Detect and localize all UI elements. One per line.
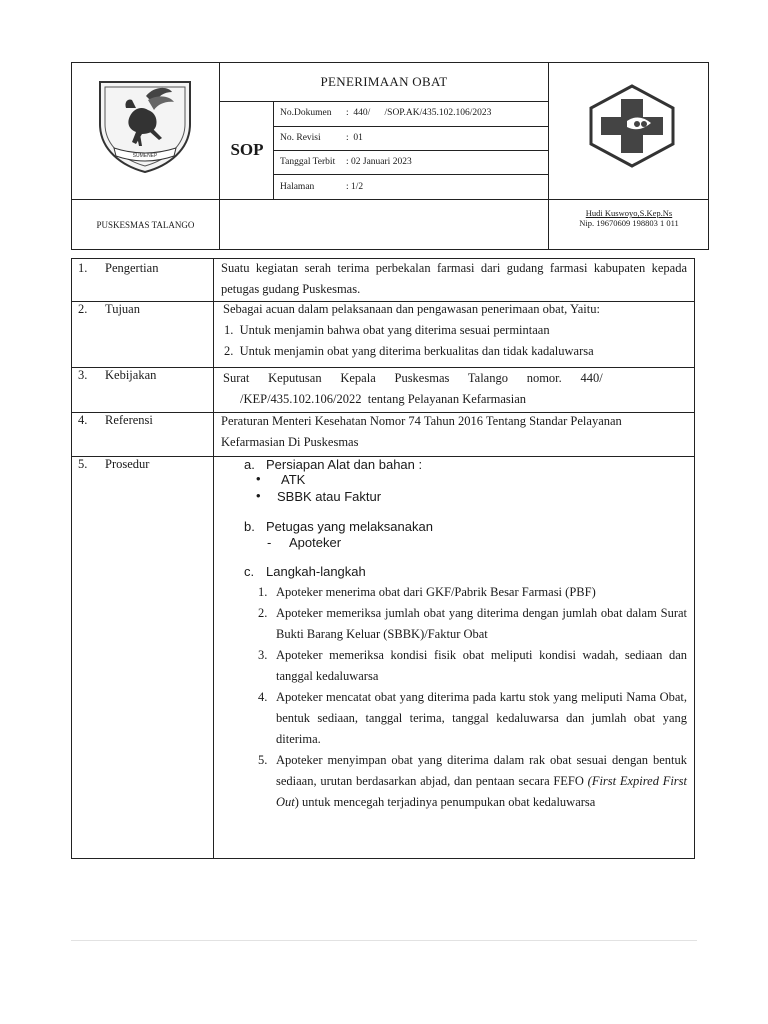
- step-item: [258, 645, 687, 687]
- dash-marker: -: [267, 535, 272, 550]
- step-number: 1.: [258, 585, 268, 599]
- row-number: 2.: [78, 302, 88, 316]
- bullet-icon: •: [256, 471, 261, 486]
- left-logo-cell: [72, 63, 219, 199]
- kebijakan-line-1: Surat Keputusan Kepala Puskesmas Talango nomor. 440/: [223, 371, 603, 385]
- step-number: 5.: [258, 753, 268, 767]
- meta-label: No. Revisi: [280, 133, 321, 143]
- prosedur-b-item: Apoteker: [289, 535, 342, 550]
- meta-value: : 1/2: [346, 182, 364, 192]
- kebijakan-line-2: /KEP/435.102.106/2022 tentang Pelayanan Kefarmasian: [240, 392, 527, 406]
- signer-nip: Nip. 19670609 198803 1 011: [579, 218, 679, 228]
- row-number: 5.: [78, 457, 88, 471]
- row-number: 3.: [78, 368, 88, 382]
- step-text: ) untuk mencegah terjadinya penumpukan obat kedaluwarsa: [294, 795, 596, 809]
- step-item: [258, 603, 687, 645]
- meta-row-halaman: [274, 174, 548, 200]
- step-text-italic: (First Expired First Out: [276, 774, 688, 809]
- prosedur-a-item-2: SBBK atau Faktur: [277, 489, 382, 504]
- row-label: Pengertian: [105, 261, 159, 275]
- step-item: [258, 687, 687, 750]
- row-number: 4.: [78, 413, 88, 427]
- tujuan-item-1: 1. Untuk menjamin bahwa obat yang diterima sesuai permintaan: [224, 323, 550, 337]
- sop-header-table: [71, 62, 709, 250]
- prosedur-a-item-1: ATK: [281, 472, 306, 487]
- crest-ribbon-text: SUMENEP: [132, 153, 158, 159]
- list-marker-b: b.: [244, 519, 255, 534]
- step-text: Apoteker mencatat obat yang diterima pada kartu stok yang meliputi Nama Obat, bentuk sediaan, tanggal terima, tanggal kedaluwarsa dan jumlah obat yang diterima.: [276, 690, 687, 746]
- meta-label: Halaman: [280, 182, 315, 192]
- row-prosedur: [72, 456, 694, 859]
- steps-list: [258, 582, 687, 813]
- meta-row-revisi: [274, 126, 548, 151]
- meta-value: : 440/ /SOP.AK/435.102.106/2023: [346, 108, 492, 118]
- row-text: Suatu kegiatan serah terima perbekalan farmasi dari gudang farmasi kabupaten kepada petugas gudang Puskesmas.: [221, 261, 687, 296]
- meta-row-tanggal: [274, 150, 548, 175]
- meta-label: Tanggal Terbit: [280, 157, 336, 167]
- page-footer-divider: [71, 940, 697, 941]
- meta-table: [273, 101, 548, 199]
- sop-content-table: [71, 258, 695, 859]
- right-logo-cell: [548, 63, 709, 199]
- step-text: Apoteker memeriksa kondisi fisik obat meliputi kondisi wadah, sediaan dan tanggal kedaluwarsa: [276, 648, 687, 683]
- row-kebijakan: [72, 367, 694, 413]
- institution-name: PUSKESMAS TALANGO: [96, 220, 195, 230]
- row-pengertian: [72, 259, 694, 301]
- prosedur-b-title: Petugas yang melaksanakan: [266, 519, 433, 534]
- row-label: Kebijakan: [105, 368, 157, 382]
- row-label: Referensi: [105, 413, 153, 427]
- bullet-icon: •: [256, 488, 261, 503]
- step-text: Apoteker memeriksa jumlah obat yang diterima dengan jumlah obat dalam Surat Bukti Barang Keluar (SBBK)/Faktur Obat: [276, 606, 687, 641]
- step-item: [258, 582, 687, 603]
- step-item: [258, 750, 687, 813]
- row-label: Prosedur: [105, 457, 150, 471]
- list-marker-c: c.: [244, 564, 255, 579]
- sop-label: SOP: [230, 140, 264, 159]
- row-referensi: [72, 412, 694, 457]
- row-tujuan: [72, 301, 694, 368]
- prosedur-c-title: Langkah-langkah: [266, 564, 366, 579]
- document-title-cell: [219, 63, 548, 101]
- list-marker-a: a.: [244, 457, 255, 472]
- meta-value: : 02 Januari 2023: [346, 157, 412, 167]
- row-number: 1.: [78, 261, 88, 275]
- blank-cell: [219, 200, 548, 250]
- meta-value: : 01: [346, 133, 363, 143]
- signer-cell: [548, 200, 709, 250]
- row-text: Peraturan Menteri Kesehatan Nomor 74 Tahun 2016 Tentang Standar Pelayanan Kefarmasian Di Puskesmas: [221, 414, 622, 449]
- tujuan-intro: Sebagai acuan dalam pelaksanaan dan pengawasan penerimaan obat, Yaitu:: [223, 302, 600, 316]
- step-number: 2.: [258, 606, 268, 620]
- step-number: 4.: [258, 690, 268, 704]
- step-text: Apoteker menerima obat dari GKF/Pabrik Besar Farmasi (PBF): [276, 585, 596, 599]
- pegasus-crest-icon: [96, 78, 194, 174]
- step-number: 3.: [258, 648, 268, 662]
- step-text: Apoteker menyimpan obat yang diterima dalam rak obat sesuai dengan bentuk sediaan, urutan berdasarkan abjad, dan pentaan secara FEFO: [276, 753, 687, 788]
- prosedur-a-title: Persiapan Alat dan bahan :: [266, 457, 423, 472]
- puskesmas-cross-icon: [587, 83, 677, 169]
- meta-row-dokumen: [274, 101, 548, 126]
- signer-name: Hudi Kuswoyo,S.Kep.Ns: [585, 208, 673, 218]
- meta-label: No.Dokumen: [280, 108, 332, 118]
- tujuan-item-2: 2. Untuk menjamin obat yang diterima berkualitas dan tidak kadaluwarsa: [224, 344, 594, 358]
- document-title: PENERIMAAN OBAT: [320, 74, 448, 89]
- row-label: Tujuan: [105, 302, 140, 316]
- header-bottom-row: [72, 199, 708, 250]
